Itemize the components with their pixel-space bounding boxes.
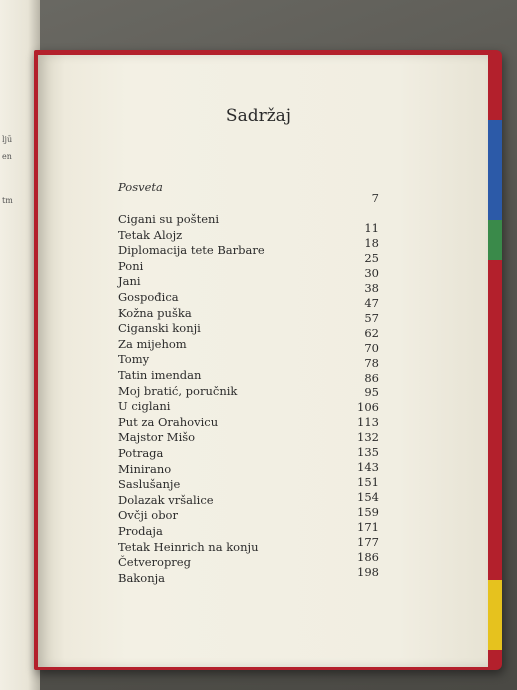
toc-entry-page-number: 154 (357, 490, 379, 505)
toc-entry-page-number: 171 (357, 520, 379, 534)
toc-entry-page-number: 18 (364, 235, 379, 250)
toc-entry-title: Ciganski konji (118, 321, 201, 336)
toc-entry-page-number: 47 (364, 295, 379, 310)
toc-entry-page-number: 78 (364, 355, 379, 370)
toc-entry-title: Put za Orahovicu (118, 414, 219, 429)
toc-entry-page-number: 11 (364, 221, 379, 235)
toc-entry-title: Gospođica (118, 290, 179, 304)
toc-entry-title: Bakonja (118, 570, 166, 585)
toc-entry-page-number: 95 (364, 385, 379, 400)
toc-entry-title: Prodaja (118, 524, 163, 538)
toc-entry-page-number: 38 (364, 280, 379, 295)
toc-entry-page-number: 135 (357, 445, 379, 460)
left-page-fragment: en (2, 152, 12, 161)
left-page-fragment: tm (2, 196, 13, 205)
toc-entry-page-number: 57 (364, 310, 379, 325)
toc-entry-title: Tatin imendan (118, 368, 202, 382)
toc-entry-page-number: 106 (357, 400, 379, 415)
dedication-page-number: 7 (371, 191, 379, 205)
toc-entry-page-number: 132 (357, 430, 379, 445)
toc-entry-page-number: 151 (357, 475, 379, 490)
toc-entry-page-number: 177 (357, 534, 379, 549)
toc-entry-title: Ovčji obor (118, 508, 178, 523)
toc-entry-title: Jani (118, 274, 141, 289)
toc-entry-page-number: 62 (364, 325, 379, 340)
toc-entry-title: Tetak Heinrich na konju (118, 539, 259, 554)
toc-entry-title: Tomy (118, 352, 150, 367)
toc-entry-title: Diplomacija tete Barbare (118, 243, 265, 258)
toc-entry-title: Minirano (118, 461, 172, 476)
toc-entry-page-number: 198 (357, 564, 379, 579)
toc-entry-title: Moj bratić, poručnik (118, 383, 238, 398)
toc-entry-title: Poni (118, 258, 144, 273)
toc-entry-title: Za mijehom (118, 336, 187, 351)
toc-entry-title: Dolazak vršalice (118, 492, 214, 507)
toc-entry-page-number: 186 (357, 549, 379, 564)
toc-entry-page-number: 25 (364, 250, 379, 265)
toc-entry-title: Cigani su pošteni (118, 212, 220, 226)
toc-entry-page-number: 159 (357, 505, 379, 520)
toc-entry-title: Četveropreg (118, 555, 191, 570)
toc-entry-page-number: 113 (357, 415, 379, 430)
toc-entry-title: Majstor Mišo (118, 430, 196, 445)
toc-entry-page-number: 143 (357, 460, 379, 475)
left-page-fragment: ljū (2, 135, 13, 144)
toc-entry-title: Kožna puška (118, 305, 192, 320)
dedication-label: Posveta (118, 180, 163, 194)
toc-entry-page-number: 30 (364, 265, 379, 280)
page-title: Sadržaj (225, 106, 292, 126)
toc-entry-title: U ciglani (118, 399, 171, 414)
toc-entry-page-number: 86 (364, 370, 379, 385)
toc-entry-title: Tetak Alojz (118, 227, 183, 242)
toc-entry-page-number: 70 (364, 340, 379, 355)
toc-entry-title: Potraga (118, 446, 164, 460)
toc-entry-title: Saslušanje (118, 477, 181, 492)
